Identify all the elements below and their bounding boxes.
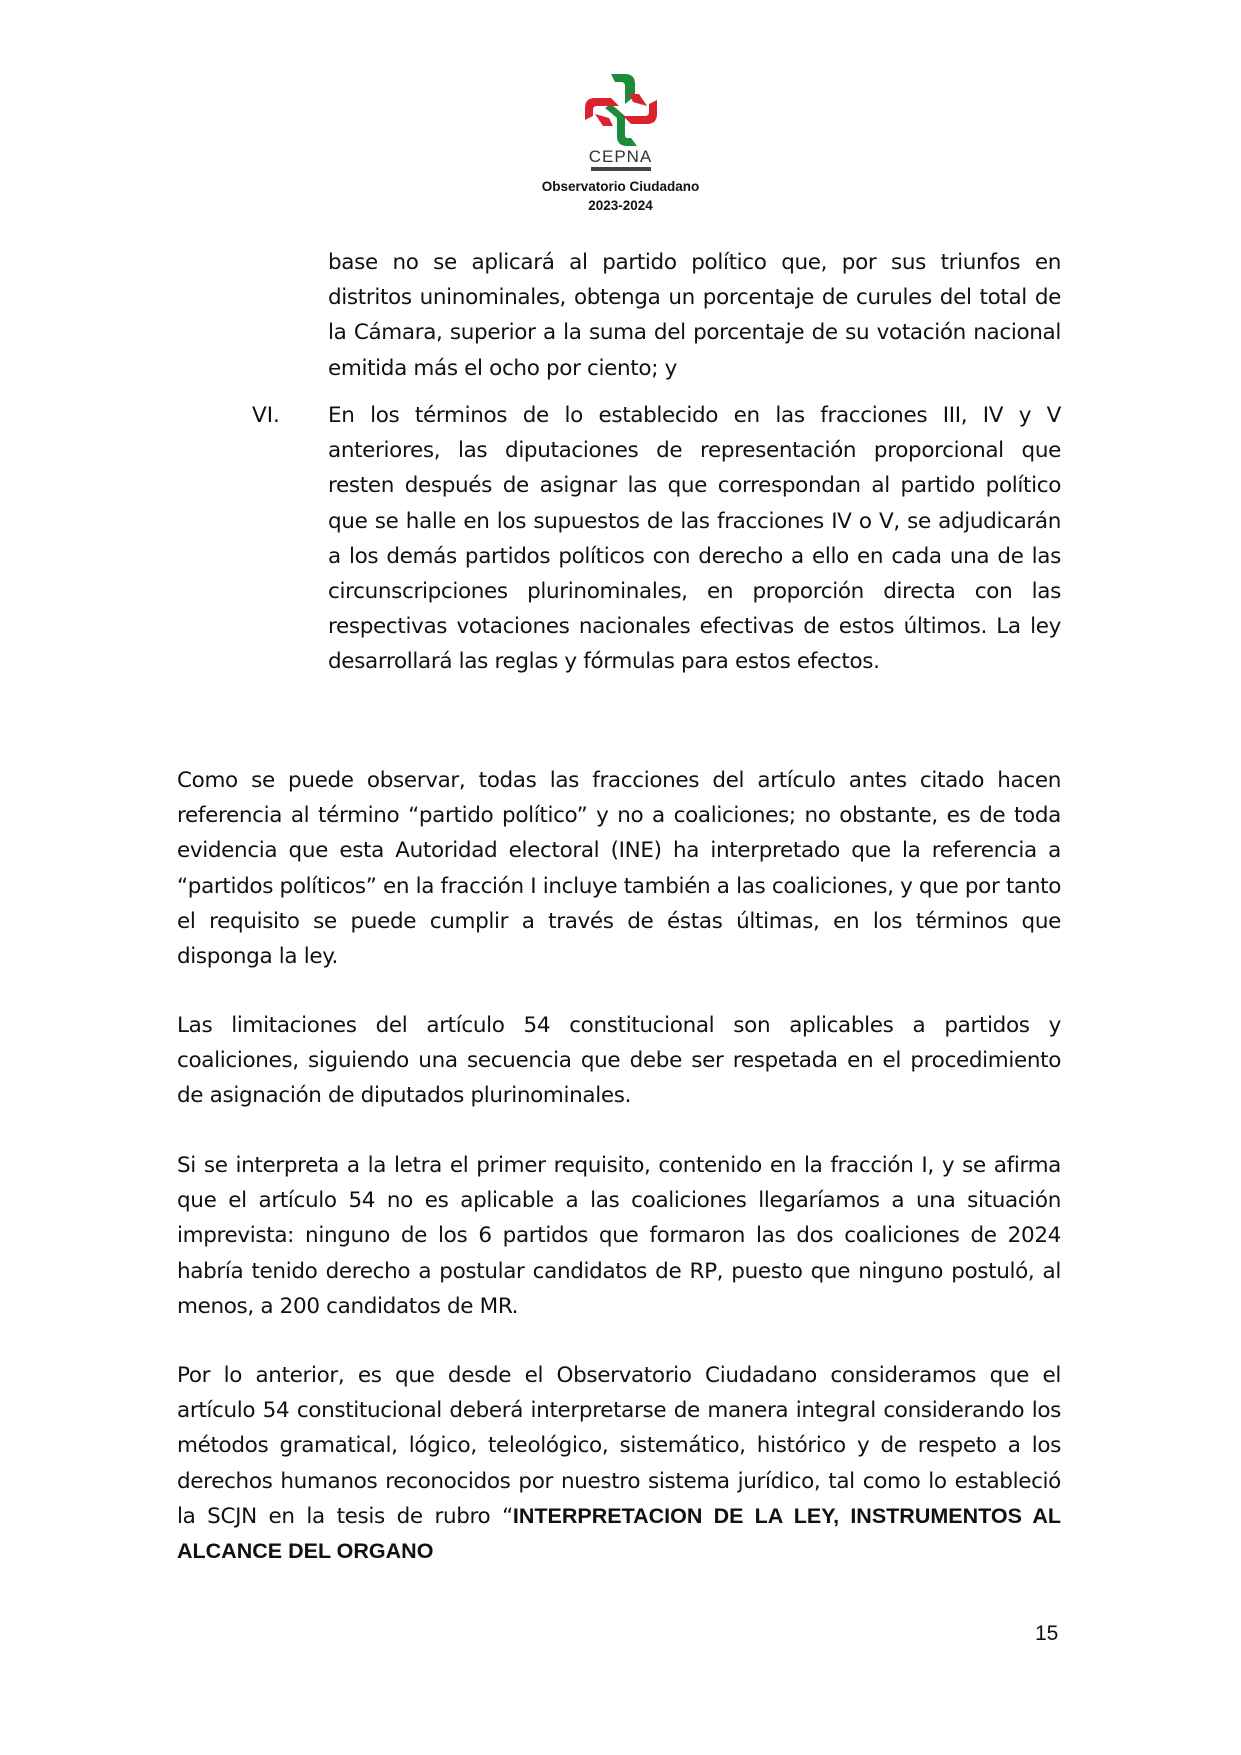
paragraph-limitations: Las limitaciones del artículo 54 constitucional son aplicables a partidos y coaliciones, siguiendo una secuencia que debe ser respetada en el procedimiento de asignación de diputados plurinominales.: [177, 1013, 1061, 1109]
conclusion-text: Por lo anterior, es que desde el Observatorio Ciudadano consideramos que el artículo 54 constitucional deberá interpretarse de manera integral considerando los métodos gramatical, lógico, teleológico, sistemático, histórico y de respeto a los derechos humanos reconocidos por nuestro sistema jurídico, tal como lo estableció la SCJN en la tesis de rubro: [177, 1363, 1061, 1529]
fraction-vi-numeral: VI.: [252, 403, 280, 428]
page-number: 15: [1035, 1622, 1059, 1645]
paragraph-coalitions: Como se puede observar, todas las fracciones del artículo antes citado hacen referencia al término “partido político” y no a coaliciones; no obstante, es de toda evidencia que esta Autoridad electoral (INE) ha interpretado que la referencia a “partidos políticos” en la fracción I incluye también a las coaliciones, y que por tanto el requisito se puede cumplir a través de éstas últimas, en los términos que disponga la ley.: [177, 768, 1062, 970]
paragraph-conclusion: [177, 1358, 1061, 1569]
thesis-title: INTERPRETACION DE LA LEY, INSTRUMENTOS AL ALCANCE DEL ORGANO: [177, 1503, 1062, 1564]
document-header: [0, 70, 1241, 215]
paragraph-literal-interpretation: Si se interpreta a la letra el primer requisito, contenido en la fracción I, y se afirma que el artículo 54 no es aplicable a las coaliciones llegaríamos a una situación imprevista: ninguno de los 6 partidos que formaron las dos coaliciones de 2024 habría tenido derecho a postular candidatos de RP, puesto que ninguno postuló, al menos, a 200 candidatos de MR.: [177, 1153, 1061, 1319]
fraction-vi-text: En los términos de lo establecido en las fracciones III, IV y V anteriores, las diputaciones de representación proporcional que resten después de asignar las que correspondan al partido político que se halle en los supuestos de las fracciones IV o V, se adjudicarán a los demás partidos políticos con derecho a ello en cada una de las circunscripciones plurinominales, en proporción directa con las respectivas votaciones nacionales efectivas de estos últimos. La ley desarrollará las reglas y fórmulas para estos efectos.: [328, 403, 1061, 675]
cepna-logo-icon: [581, 70, 661, 150]
logo-text: CEPNA: [588, 147, 653, 166]
open-quote: “: [502, 1503, 513, 1529]
period: 2023-2024: [588, 198, 653, 213]
organization-name: Observatorio Ciudadano: [541, 179, 700, 194]
fraction-v-continuation: base no se aplicará al partido político que, por sus triunfos en distritos uninominales, obtenga un porcentaje de curules del total de la Cámara, superior a la suma del porcentaje de su votación nacional emitida más el ocho por ciento; y: [328, 250, 1061, 381]
logo-underline: [591, 167, 651, 171]
